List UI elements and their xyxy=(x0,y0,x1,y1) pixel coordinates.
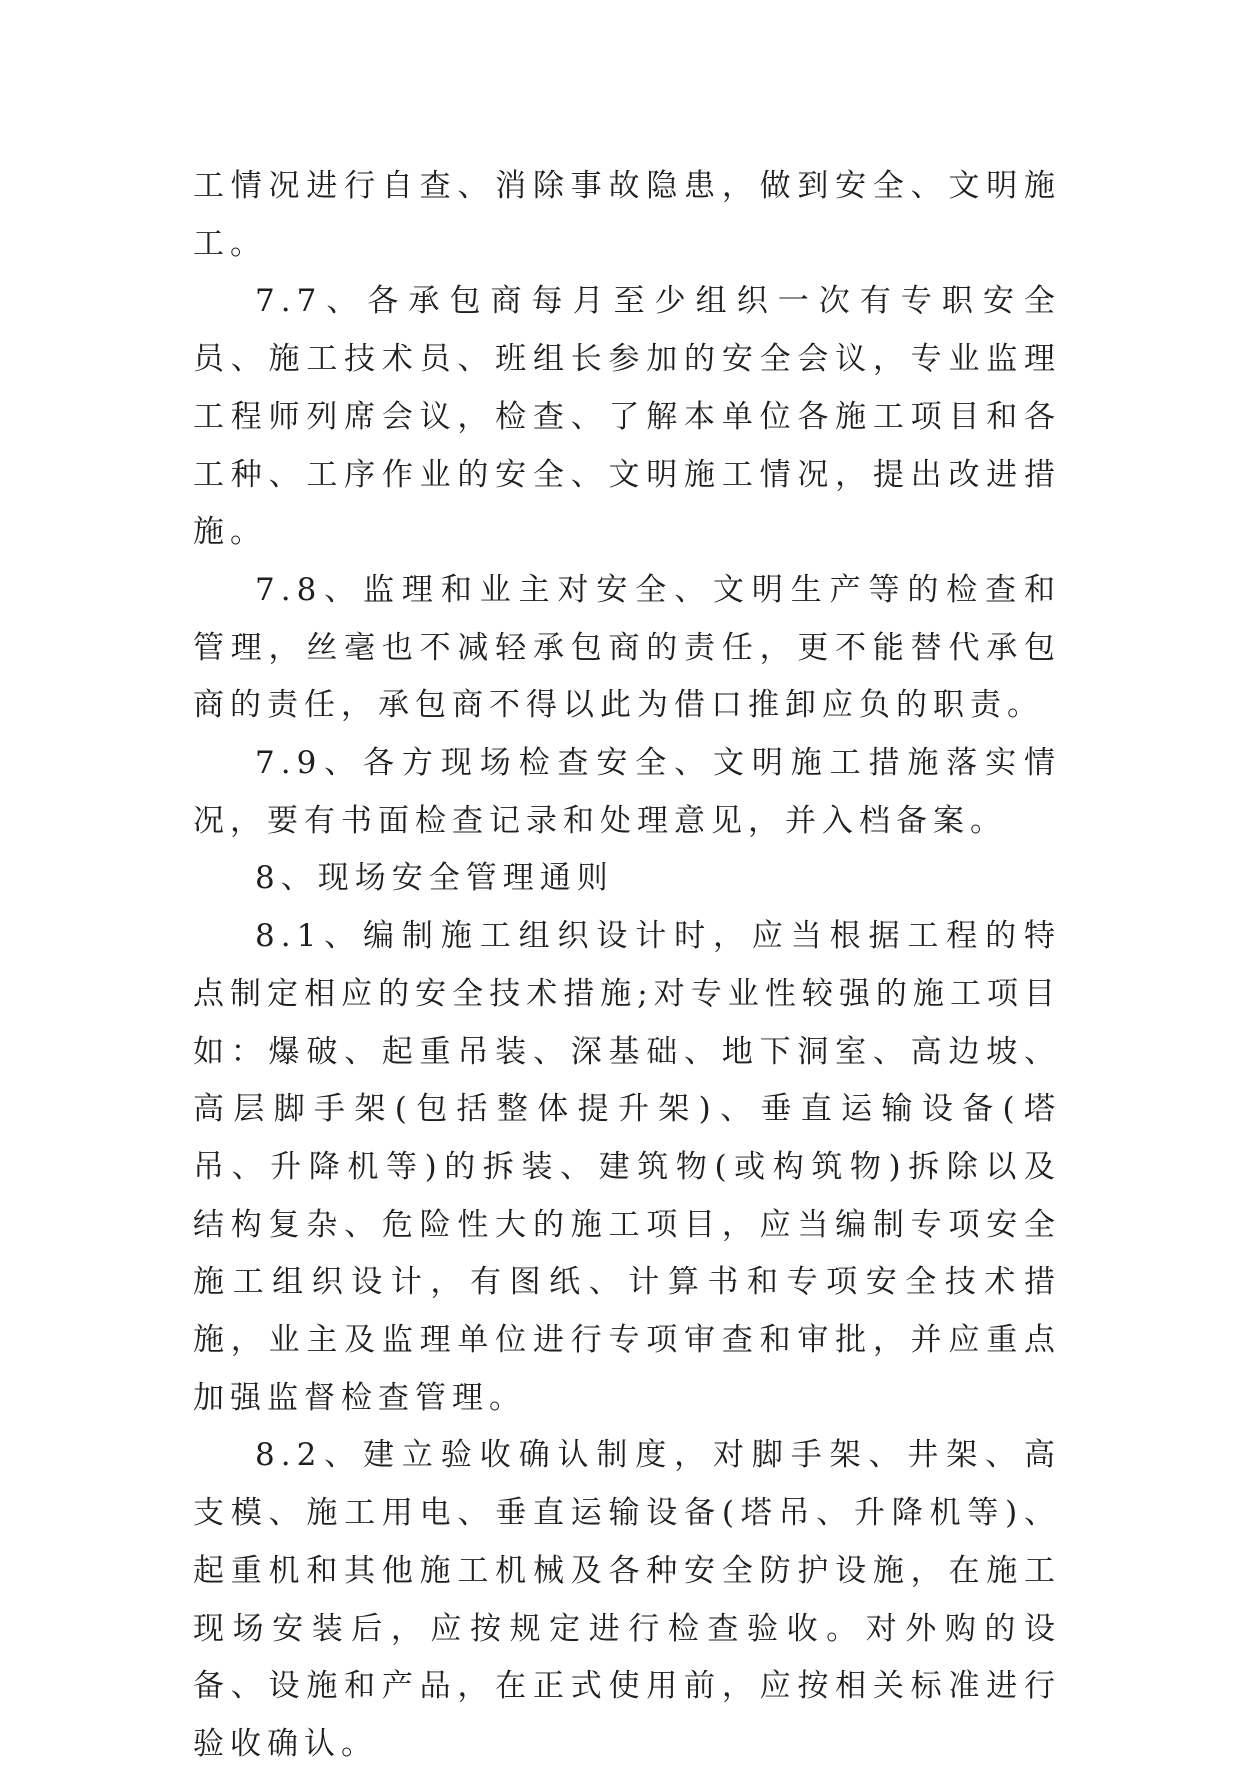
paragraph-8-2: 8.2、建立验收确认制度，对脚手架、井架、高支模、施工用电、垂直运输设备(塔吊、升降机等)、起重机和其他施工机械及各种安全防护设施，在施工现场安装后，应按规定进行检查验收。对外购的设备、设施和产品，在正式使用前，应按相关标准进行验收确认。 xyxy=(193,1437,1061,1762)
paragraph-7-9: 7.9、各方现场检查安全、文明施工措施落实情况，要有书面检查记录和处理意见，并入档备案。 xyxy=(193,745,1061,839)
section-heading-8: 8、现场安全管理通则 xyxy=(255,860,614,897)
paragraph-continuation: 工情况进行自查、消除事故隐患，做到安全、文明施工。 xyxy=(193,168,1061,262)
paragraph-7-7: 7.7、各承包商每月至少组织一次有专职安全员、施工技术员、班组长参加的安全会议，专业监理工程师列席会议，检查、了解本单位各施工项目和各工种、工序作业的安全、文明施工情况，提出改进措施。 xyxy=(193,283,1061,551)
paragraph-8-1: 8.1、编制施工组织设计时，应当根据工程的特点制定相应的安全技术措施;对专业性较强的施工项目如：爆破、起重吊装、深基础、地下洞室、高边坡、高层脚手架(包括整体提升架)、垂直运输设备(塔吊、升降机等)的拆装、建筑物(或构筑物)拆除以及结构复杂、危险性大的施工项目，应当编制专项安全施工组织设计，有图纸、计算书和专项安全技术措施，业主及监理单位进行专项审查和审批，并应重点加强监督检查管理。 xyxy=(193,918,1061,1416)
document-body xyxy=(193,158,1061,1774)
paragraph-7-8: 7.8、监理和业主对安全、文明生产等的检查和管理，丝毫也不减轻承包商的责任，更不能替代承包商的责任，承包商不得以此为借口推卸应负的职责。 xyxy=(193,571,1061,724)
